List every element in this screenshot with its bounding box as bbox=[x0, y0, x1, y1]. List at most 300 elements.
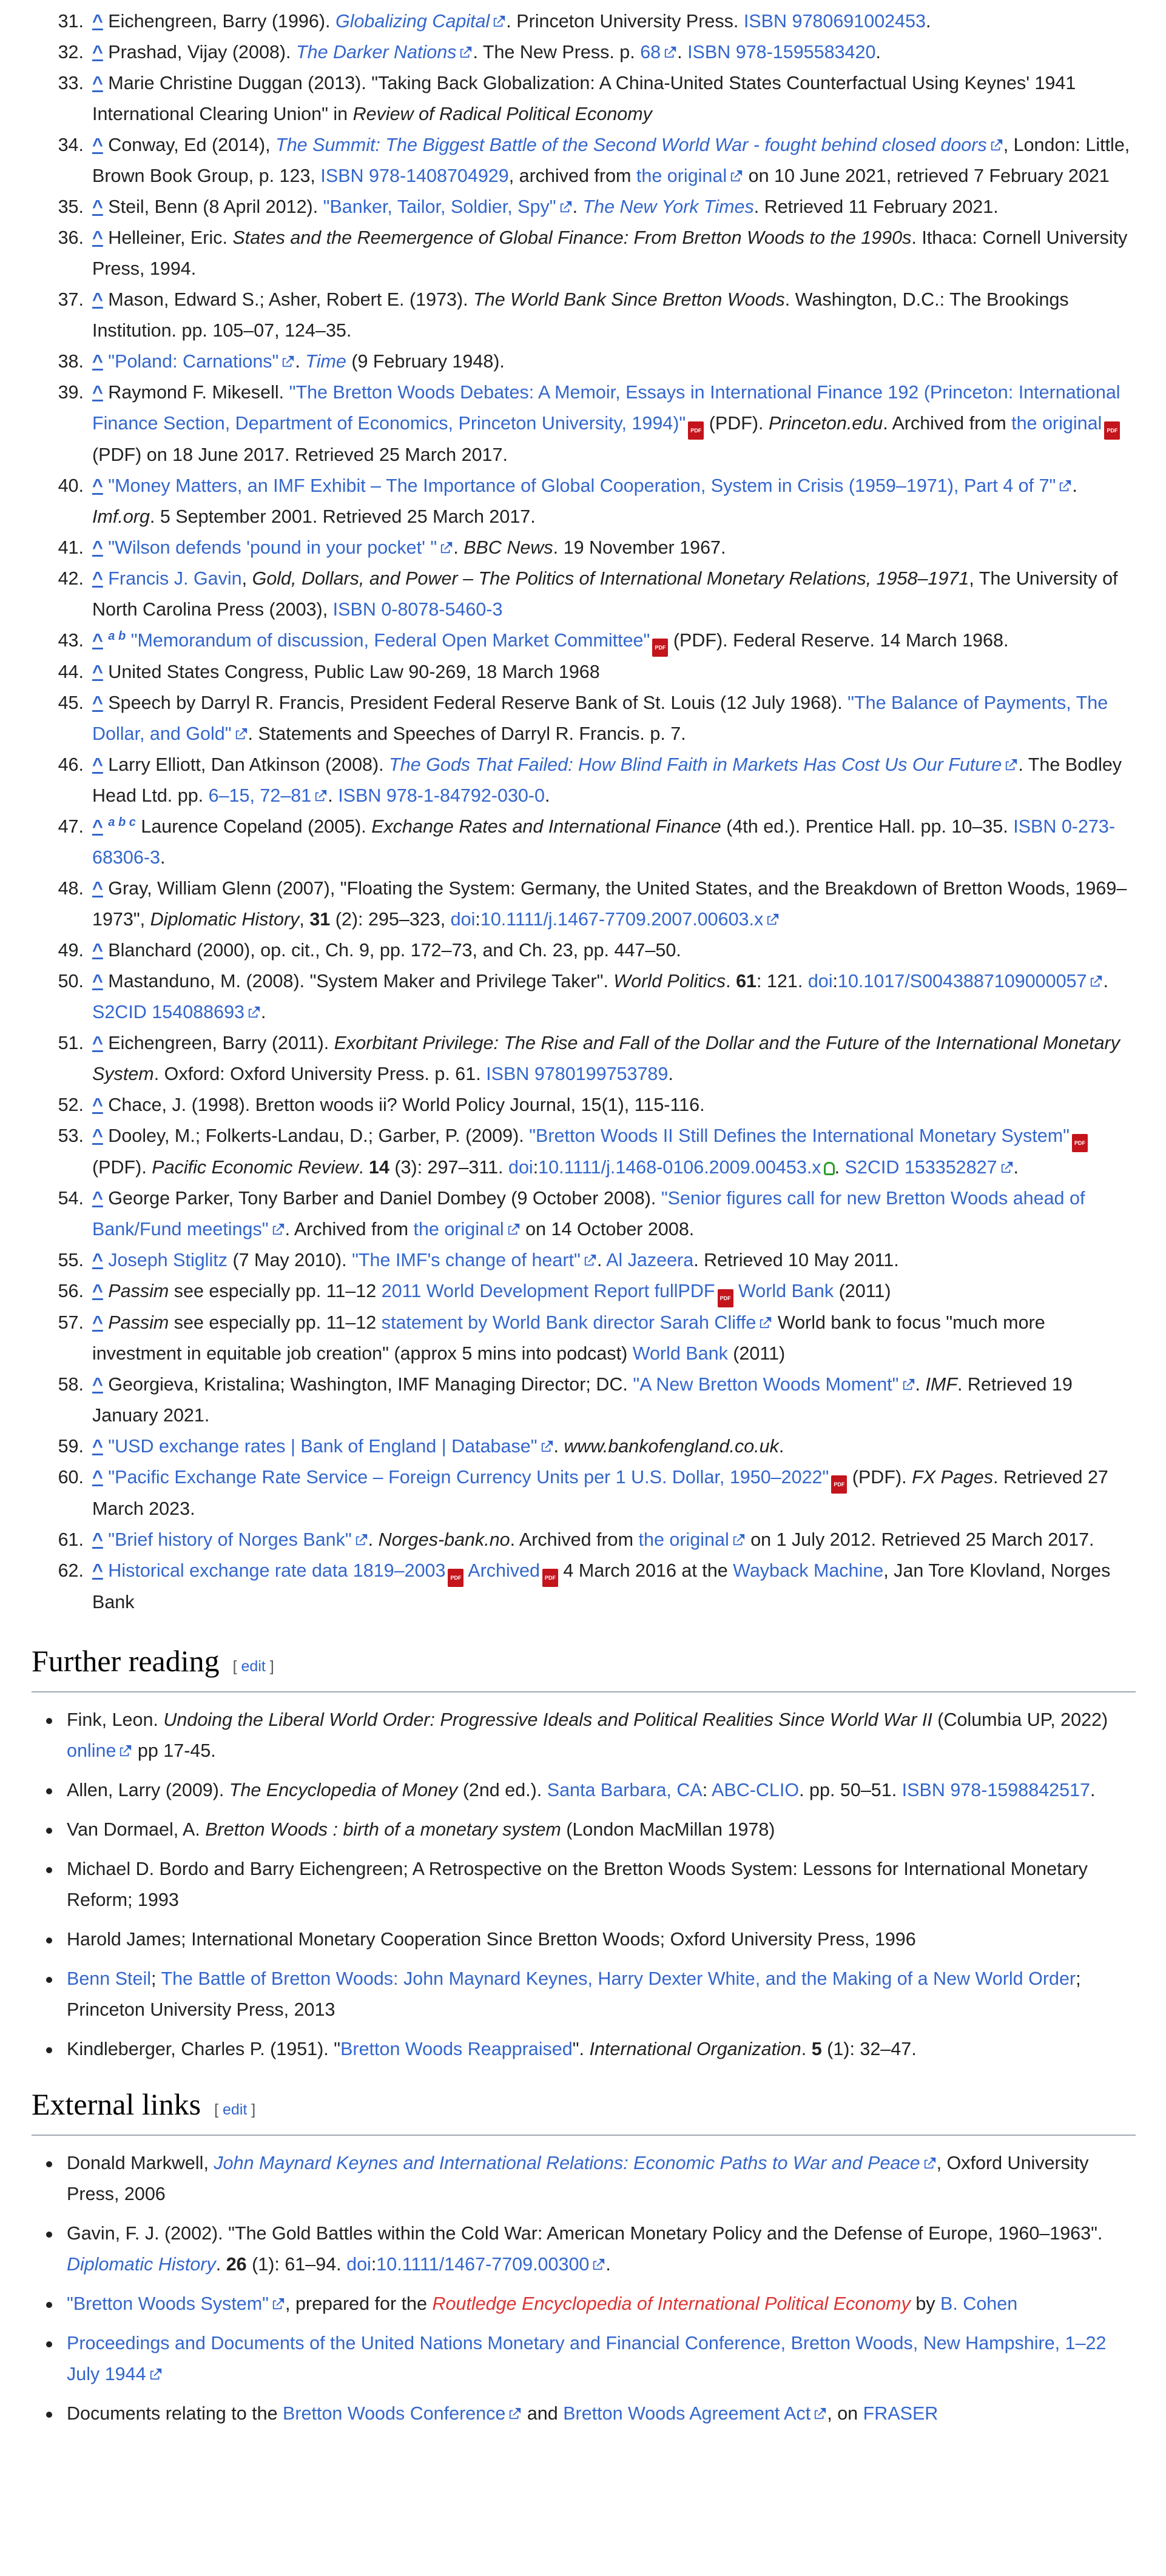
citation-text: . bbox=[368, 1529, 379, 1550]
reference-link[interactable]: ABC-CLIO bbox=[712, 1780, 800, 1800]
backlink-caret[interactable]: ^ bbox=[92, 662, 103, 682]
reference-link[interactable]: Time bbox=[305, 351, 346, 372]
backlink-caret[interactable]: ^ bbox=[92, 568, 103, 589]
citation-text: . bbox=[915, 1374, 926, 1395]
reference-link[interactable]: Al Jazeera bbox=[606, 1250, 694, 1270]
citation-text: Michael D. Bordo and Barry Eichengreen; A Retrospective on the Bretton Woods System: Lessons for International Monetary Reform; 1993 bbox=[67, 1859, 1088, 1910]
citation-text: Conway, Ed (2014), bbox=[108, 135, 276, 155]
citation-text: The World Bank Since Bretton Woods bbox=[473, 289, 785, 310]
section-title: External links bbox=[32, 2087, 201, 2121]
backlink-caret[interactable]: ^ bbox=[92, 73, 103, 93]
reference-number: 57. bbox=[58, 1312, 84, 1333]
reference-item bbox=[32, 130, 1136, 192]
citation-text: by bbox=[910, 2293, 941, 2314]
reference-link[interactable]: "Pacific Exchange Rate Service – Foreign Currency Units per 1 U.S. Dollar, 1950–2022" bbox=[108, 1467, 829, 1488]
reference-link[interactable]: "The IMF's change of heart" bbox=[352, 1250, 597, 1270]
citation-text: Gray, William Glenn (2007), "Floating the System: Germany, the United States, and the Breakdown of Bretton Woods, 1969–1973", bbox=[92, 878, 1127, 930]
reference-item bbox=[32, 625, 1136, 657]
backlink-letters[interactable]: a b bbox=[108, 629, 126, 643]
reference-number: 46. bbox=[58, 754, 84, 775]
reference-link[interactable]: "Brief history of Norges Bank" bbox=[108, 1529, 368, 1550]
reference-link[interactable]: World Bank bbox=[632, 1343, 728, 1364]
citation-text: . Washington, D.C.: The Brookings Institution. pp. 105–07, 124–35. bbox=[92, 289, 1069, 341]
reference-link[interactable]: The New York Times bbox=[582, 196, 754, 217]
reference-link[interactable]: "A New Bretton Woods Moment" bbox=[633, 1374, 915, 1395]
reference-number: 53. bbox=[58, 1125, 84, 1146]
citation-text: Documents relating to the bbox=[67, 2403, 283, 2424]
emphasis bbox=[583, 196, 754, 217]
reference-item bbox=[32, 37, 1136, 68]
reference-item bbox=[32, 563, 1136, 625]
reference-link[interactable]: John Maynard Keynes and International Relations: Economic Paths to War and Peace bbox=[214, 2153, 936, 2173]
reference-link[interactable]: S2CID bbox=[92, 1002, 147, 1022]
citation-text: . bbox=[572, 196, 583, 217]
reference-item bbox=[32, 873, 1136, 935]
edit-link[interactable]: edit bbox=[223, 2101, 248, 2118]
reference-link[interactable]: 6–15, 72–81 bbox=[209, 785, 328, 806]
backlink-caret[interactable]: ^ bbox=[92, 971, 103, 991]
citation-text: Exchange Rates and International Finance bbox=[371, 816, 721, 837]
section-list bbox=[32, 1705, 1136, 2065]
citation-text: States and the Reemergence of Global Finance: From Bretton Woods to the 1990s bbox=[232, 227, 912, 248]
citation-text: , Oxford University Press, 2006 bbox=[67, 2153, 1089, 2204]
citation-text: (3): 297–311. bbox=[389, 1157, 508, 1178]
reference-link[interactable]: statement by World Bank director Sarah Cliffe bbox=[382, 1312, 773, 1333]
section-title: Further reading bbox=[32, 1644, 220, 1678]
citation-text: see especially pp. 11–12 bbox=[169, 1312, 382, 1333]
citation-text: (Columbia UP, 2022) bbox=[932, 1709, 1108, 1730]
citation-text: , bbox=[241, 568, 252, 589]
citation-text: . bbox=[358, 1157, 369, 1178]
citation-text: pp 17-45. bbox=[132, 1740, 216, 1761]
reference-link[interactable]: The Gods That Failed: How Blind Faith in Markets Has Cost Us Our Future bbox=[389, 754, 1018, 775]
reference-link[interactable]: World Bank bbox=[738, 1281, 834, 1301]
backlink-caret[interactable]: ^ bbox=[92, 1250, 103, 1270]
citation-text: 4 March 2016 at the bbox=[558, 1560, 733, 1581]
citation-text: The Encyclopedia of Money bbox=[229, 1780, 458, 1800]
reference-link[interactable]: Joseph Stiglitz bbox=[108, 1250, 227, 1270]
reference-number: 50. bbox=[58, 971, 84, 991]
reference-item bbox=[32, 1524, 1136, 1555]
citation-text: . bbox=[215, 2254, 226, 2275]
citation-text: Fink, Leon. bbox=[67, 1709, 164, 1730]
reference-item bbox=[32, 532, 1136, 563]
citation-text: . bbox=[726, 971, 736, 991]
citation-text: . bbox=[160, 847, 166, 868]
reference-item bbox=[32, 657, 1136, 688]
citation-text: Gold, Dollars, and Power – The Politics of International Monetary Relations, 1958–1971 bbox=[252, 568, 969, 589]
citation-text: . Princeton University Press. bbox=[506, 11, 744, 32]
reference-link[interactable]: ISBN 0-8078-5460-3 bbox=[332, 599, 503, 620]
reference-number: 44. bbox=[58, 662, 84, 682]
reference-number: 40. bbox=[58, 475, 84, 496]
citation-text: (PDF) on 18 June 2017. Retrieved 25 March 2017. bbox=[92, 444, 508, 465]
reference-link[interactable]: "The Balance of Payments, The Dollar, and Gold" bbox=[92, 693, 1108, 744]
reference-item bbox=[32, 966, 1136, 1028]
citation-text: Chace, J. (1998). Bretton woods ii? World Policy Journal, 15(1), 115-116. bbox=[108, 1095, 705, 1115]
backlink-letters[interactable]: a b c bbox=[108, 815, 136, 829]
citation-text: Harold James; International Monetary Cooperation Since Bretton Woods; Oxford University Press, 1996 bbox=[67, 1929, 916, 1950]
backlink-caret[interactable]: ^ bbox=[92, 135, 103, 155]
citation-text: . bbox=[801, 2039, 812, 2059]
backlink-caret[interactable]: ^ bbox=[92, 1312, 103, 1333]
reference-link[interactable]: doi bbox=[508, 1157, 533, 1178]
citation-text: Speech by Darryl R. Francis, President Federal Reserve Bank of St. Louis (12 July 1968). bbox=[108, 693, 848, 713]
citation-text: . bbox=[926, 11, 931, 32]
citation-text: Blanchard (2000), op. cit., Ch. 9, pp. 172–73, and Ch. 23, pp. 447–50. bbox=[108, 940, 681, 961]
citation-text: Imf.org bbox=[92, 506, 150, 527]
reference-link[interactable]: the original bbox=[636, 166, 743, 186]
emphasis bbox=[335, 11, 506, 32]
citation-text: (1): 61–94. bbox=[246, 2254, 347, 2275]
citation-text: Gavin, F. J. (2002). "The Gold Battles within the Cold War: American Monetary Policy and the Defense of Europe, 1960–1963". bbox=[67, 2223, 1103, 2244]
citation-text: International Organization bbox=[589, 2039, 801, 2059]
citation-text: Diplomatic History bbox=[150, 909, 300, 930]
reference-link[interactable]: ISBN 978-1598842517 bbox=[901, 1780, 1091, 1800]
citation-text: . bbox=[1072, 475, 1077, 496]
backlink-caret[interactable]: ^ bbox=[92, 475, 103, 496]
reference-item bbox=[32, 1276, 1136, 1307]
reference-number: 39. bbox=[58, 382, 84, 403]
citation-text: . bbox=[261, 1002, 266, 1022]
list-item bbox=[32, 2218, 1136, 2280]
reference-item bbox=[32, 1555, 1136, 1618]
citation-text: , London: Little, Brown Book Group, p. 123, bbox=[92, 135, 1130, 186]
reference-number: 58. bbox=[58, 1374, 84, 1395]
backlink-caret[interactable]: ^ bbox=[92, 1095, 103, 1115]
reference-link[interactable]: ISBN 978-1-84792-030-0 bbox=[338, 785, 545, 806]
reference-item bbox=[32, 1462, 1136, 1524]
citation-text: (2011) bbox=[727, 1343, 786, 1364]
reference-link[interactable]: doi bbox=[807, 971, 833, 991]
emphasis bbox=[214, 2153, 936, 2173]
reference-link[interactable]: 2011 World Development Report fullPDF bbox=[381, 1281, 715, 1301]
reference-link[interactable]: Bretton Woods Agreement Act bbox=[563, 2403, 827, 2424]
reference-link[interactable]: "USD exchange rates | Bank of England | Database" bbox=[108, 1436, 553, 1457]
reference-item bbox=[32, 6, 1136, 37]
reference-number: 49. bbox=[58, 940, 84, 961]
reference-number: 62. bbox=[58, 1560, 84, 1581]
reference-link[interactable]: 10.1111/1467-7709.00300 bbox=[376, 2254, 605, 2275]
backlink-caret[interactable]: ^ bbox=[92, 816, 103, 837]
citation-text: ; bbox=[151, 1968, 161, 1989]
citation-text: Donald Markwell, bbox=[67, 2153, 214, 2173]
reference-number: 34. bbox=[58, 135, 84, 155]
citation-text: . Retrieved 10 May 2011. bbox=[693, 1250, 899, 1270]
reference-item bbox=[32, 1369, 1136, 1431]
reference-link[interactable]: 153352827 bbox=[905, 1157, 1014, 1178]
citation-text: (2): 295–323, bbox=[330, 909, 451, 930]
backlink-caret[interactable]: ^ bbox=[92, 1467, 103, 1488]
reference-link[interactable]: Diplomatic History bbox=[67, 2254, 216, 2275]
backlink-caret[interactable]: ^ bbox=[92, 227, 103, 248]
reference-link[interactable]: Historical exchange rate data 1819–2003 bbox=[108, 1560, 446, 1581]
reference-link[interactable]: Francis J. Gavin bbox=[108, 568, 242, 589]
citation-text: . bbox=[605, 2254, 611, 2275]
section-edit: [ edit ] bbox=[214, 2101, 256, 2118]
reference-number: 43. bbox=[58, 630, 84, 651]
backlink-caret[interactable]: ^ bbox=[92, 630, 103, 651]
backlink-caret[interactable]: ^ bbox=[92, 1188, 103, 1209]
backlink-caret[interactable]: ^ bbox=[92, 11, 103, 32]
backlink-caret[interactable]: ^ bbox=[92, 1374, 103, 1395]
citation-text: Norges-bank.no bbox=[378, 1529, 510, 1550]
citation-text: . bbox=[1103, 971, 1108, 991]
reference-link[interactable]: "Bretton Woods II Still Defines the International Monetary System" bbox=[529, 1125, 1070, 1146]
backlink-caret[interactable]: ^ bbox=[92, 754, 103, 775]
reference-link[interactable]: ISBN 978-1595583420 bbox=[687, 42, 876, 62]
citation-text: Eichengreen, Barry (2011). bbox=[108, 1033, 334, 1053]
emphasis bbox=[432, 2293, 910, 2314]
reference-link[interactable]: Wayback Machine bbox=[733, 1560, 884, 1581]
citation-text: , Jan Tore Klovland, Norges Bank bbox=[92, 1560, 1111, 1612]
citation-text: : bbox=[371, 2254, 377, 2275]
citation-text: . Archived from bbox=[285, 1219, 414, 1239]
citation-text: . bbox=[677, 42, 688, 62]
citation-text: Marie Christine Duggan (2013). "Taking Back Globalization: A China-United States Counterfactual Using Keynes' 1941 International Clearing Union" in bbox=[92, 73, 1076, 124]
citation-text: www.bankofengland.co.uk bbox=[564, 1436, 779, 1457]
citation-text: : 121. bbox=[757, 971, 808, 991]
reference-link[interactable]: 10.1017/S0043887109000057 bbox=[838, 971, 1103, 991]
citation-text: . bbox=[596, 1250, 607, 1270]
pdf-icon: PDF bbox=[652, 639, 668, 657]
reference-link[interactable]: S2CID bbox=[844, 1157, 900, 1178]
reference-link[interactable]: FRASER bbox=[863, 2403, 939, 2424]
reference-link[interactable]: Santa Barbara, CA bbox=[547, 1780, 703, 1800]
reference-number: 59. bbox=[58, 1436, 84, 1457]
reference-number: 61. bbox=[58, 1529, 84, 1550]
citation-text: 26 bbox=[226, 2254, 247, 2275]
citation-text: . Archived from bbox=[883, 413, 1012, 434]
citation-text: (London MacMillan 1978) bbox=[561, 1819, 775, 1840]
backlink-caret[interactable]: ^ bbox=[92, 42, 103, 62]
citation-text: (1): 32–47. bbox=[821, 2039, 917, 2059]
list-item bbox=[32, 2289, 1136, 2319]
pdf-icon: PDF bbox=[448, 1569, 463, 1587]
citation-text: United States Congress, Public Law 90-269, 18 March 1968 bbox=[108, 662, 600, 682]
reference-number: 36. bbox=[58, 227, 84, 248]
citation-text: see especially pp. 11–12 bbox=[169, 1281, 382, 1301]
list-item bbox=[32, 2034, 1136, 2065]
citation-text: (PDF). bbox=[704, 413, 769, 434]
open-access-lock-icon bbox=[824, 1162, 835, 1175]
pdf-icon: PDF bbox=[1072, 1134, 1088, 1152]
reference-link[interactable]: doi bbox=[346, 2254, 371, 2275]
reference-number: 48. bbox=[58, 878, 84, 899]
list-item bbox=[32, 1964, 1136, 2025]
reference-link[interactable]: ISBN 9780691002453 bbox=[743, 11, 926, 32]
reference-number: 55. bbox=[58, 1250, 84, 1270]
pdf-icon: PDF bbox=[1104, 421, 1120, 440]
citation-text: (9 February 1948). bbox=[346, 351, 505, 372]
reference-item bbox=[32, 1307, 1136, 1369]
citation-text: (2nd ed.). bbox=[457, 1780, 547, 1800]
citation-text bbox=[733, 1281, 738, 1301]
citation-text: : bbox=[832, 971, 838, 991]
reference-item bbox=[32, 192, 1136, 223]
citation-text: FX Pages bbox=[912, 1467, 994, 1488]
backlink-caret[interactable]: ^ bbox=[92, 196, 103, 217]
backlink-caret[interactable]: ^ bbox=[92, 1033, 103, 1053]
citation-text: (PDF). bbox=[847, 1467, 912, 1488]
citation-text: Steil, Benn (8 April 2012). bbox=[108, 196, 323, 217]
backlink-caret[interactable]: ^ bbox=[92, 1125, 103, 1146]
citation-text bbox=[899, 1157, 904, 1178]
reference-link[interactable]: doi bbox=[450, 909, 476, 930]
citation-text: George Parker, Tony Barber and Daniel Dombey (9 October 2008). bbox=[108, 1188, 661, 1209]
emphasis bbox=[275, 135, 1003, 155]
reference-number: 52. bbox=[58, 1095, 84, 1115]
edit-link[interactable]: edit bbox=[241, 1658, 266, 1675]
reference-number: 51. bbox=[58, 1033, 84, 1053]
reference-link[interactable]: 10.1111/j.1468-0106.2009.00453.x bbox=[538, 1157, 821, 1178]
reference-link[interactable]: Bretton Woods Conference bbox=[283, 2403, 522, 2424]
list-item bbox=[32, 2398, 1136, 2429]
citation-text: . The New Press. p. bbox=[473, 42, 641, 62]
reference-item bbox=[32, 471, 1136, 532]
reference-link[interactable]: "Banker, Tailor, Soldier, Spy" bbox=[323, 196, 573, 217]
backlink-caret[interactable]: ^ bbox=[92, 878, 103, 899]
reference-link[interactable]: ISBN 978-1408704929 bbox=[320, 166, 509, 186]
backlink-caret[interactable]: ^ bbox=[92, 537, 103, 558]
backlink-caret[interactable]: ^ bbox=[92, 940, 103, 961]
list-item bbox=[32, 1775, 1136, 1806]
citation-text: Georgieva, Kristalina; Washington, IMF Managing Director; DC. bbox=[108, 1374, 633, 1395]
reference-link[interactable]: ISBN 9780199753789 bbox=[486, 1064, 669, 1084]
backlink-caret[interactable]: ^ bbox=[92, 1281, 103, 1301]
backlink-caret[interactable]: ^ bbox=[92, 693, 103, 713]
list-item bbox=[32, 1705, 1136, 1766]
citation-text: 61 bbox=[736, 971, 757, 991]
section-heading bbox=[32, 2083, 1136, 2136]
reference-link[interactable]: The Darker Nations bbox=[296, 42, 473, 62]
citation-text: : bbox=[475, 909, 480, 930]
reference-link[interactable]: "Senior figures call for new Bretton Woods ahead of Bank/Fund meetings" bbox=[92, 1188, 1085, 1239]
citation-text: Larry Elliott, Dan Atkinson (2008). bbox=[108, 754, 389, 775]
citation-text: ; Princeton University Press, 2013 bbox=[67, 1968, 1081, 2020]
reference-link[interactable]: "The Bretton Woods Debates: A Memoir, Essays in International Finance 192 (Princeton: International Finance Section, Department of Economics, Princeton University, 1994)" bbox=[92, 382, 1121, 434]
citation-text: 14 bbox=[368, 1157, 389, 1178]
citation-text: Prashad, Vijay (2008). bbox=[108, 42, 296, 62]
reference-link[interactable]: B. Cohen bbox=[940, 2293, 1018, 2314]
backlink-caret[interactable]: ^ bbox=[92, 1529, 103, 1550]
reference-item bbox=[32, 284, 1136, 346]
citation-text: . 5 September 2001. Retrieved 25 March 2017. bbox=[149, 506, 536, 527]
citation-text: . 19 November 1967. bbox=[553, 537, 726, 558]
citation-text: Mastanduno, M. (2008). "System Maker and Privilege Taker". bbox=[108, 971, 614, 991]
citation-text: . Statements and Speeches of Darryl R. Francis. p. 7. bbox=[248, 723, 686, 744]
reference-link[interactable]: Globalizing Capital bbox=[335, 11, 506, 32]
reference-link[interactable]: "Poland: Carnations" bbox=[108, 351, 295, 372]
reference-link[interactable]: Benn Steil bbox=[67, 1968, 152, 1989]
reference-number: 45. bbox=[58, 693, 84, 713]
backlink-caret[interactable]: ^ bbox=[92, 1436, 103, 1457]
list-item bbox=[32, 2328, 1136, 2390]
citation-text: World bank to focus "much more investment in equitable job creation" (approx 5 mins into podcast) bbox=[92, 1312, 1045, 1364]
citation-text: . The Bodley Head Ltd. pp. bbox=[92, 754, 1122, 806]
citation-text: (4th ed.). Prentice Hall. pp. 10–35. bbox=[721, 816, 1014, 837]
backlink-caret[interactable]: ^ bbox=[92, 289, 103, 310]
citation-text: . bbox=[875, 42, 881, 62]
reference-link[interactable]: the original bbox=[1011, 413, 1102, 434]
citation-text: . bbox=[295, 351, 306, 372]
reference-link[interactable]: The Summit: The Biggest Battle of the Second World War - fought behind closed doors bbox=[275, 135, 1003, 155]
citation-text: (PDF). Federal Reserve. 14 March 1968. bbox=[668, 630, 1009, 651]
citation-text: Undoing the Liberal World Order: Progressive Ideals and Political Realities Since World War II bbox=[163, 1709, 932, 1730]
reference-link[interactable]: ISBN 0-273-68306-3 bbox=[92, 816, 1116, 868]
citation-text: Van Dormael, A. bbox=[67, 1819, 206, 1840]
citation-text: , archived from bbox=[508, 166, 636, 186]
citation-text: Laurence Copeland (2005). bbox=[141, 816, 372, 837]
pdf-icon: PDF bbox=[688, 421, 704, 440]
reference-number: 33. bbox=[58, 73, 84, 93]
reference-link[interactable]: "Memorandum of discussion, Federal Open Market Committee" bbox=[130, 630, 650, 651]
citation-text: . bbox=[834, 1157, 845, 1178]
section-list bbox=[32, 2148, 1136, 2429]
backlink-caret[interactable]: ^ bbox=[92, 351, 103, 372]
reference-link[interactable]: the original bbox=[413, 1219, 520, 1239]
citation-text: Review of Radical Political Economy bbox=[352, 104, 652, 124]
list-item bbox=[32, 1814, 1136, 1845]
citation-text: , prepared for the bbox=[285, 2293, 433, 2314]
reference-link[interactable]: the original bbox=[639, 1529, 746, 1550]
reference-link[interactable]: 10.1111/j.1467-7709.2007.00603.x bbox=[480, 909, 780, 930]
reference-link[interactable]: Archived bbox=[468, 1560, 540, 1581]
citation-text: . bbox=[553, 1436, 564, 1457]
reference-link[interactable]: Bretton Woods Reappraised bbox=[340, 2039, 573, 2059]
citation-text: Helleiner, Eric. bbox=[108, 227, 233, 248]
reference-link[interactable]: 68 bbox=[640, 42, 677, 62]
citation-text: IMF bbox=[925, 1374, 957, 1395]
citation-text: (2011) bbox=[834, 1281, 891, 1301]
citation-text: . bbox=[545, 785, 550, 806]
emphasis bbox=[305, 351, 346, 372]
pdf-icon: PDF bbox=[542, 1569, 558, 1587]
emphasis bbox=[296, 42, 473, 62]
citation-text: BBC News bbox=[463, 537, 553, 558]
citation-text: . bbox=[328, 785, 339, 806]
citation-text: on 10 June 2021, retrieved 7 February 2021 bbox=[743, 166, 1110, 186]
reference-number: 60. bbox=[58, 1467, 84, 1488]
citation-text: . bbox=[668, 1064, 673, 1084]
reference-item bbox=[32, 811, 1136, 873]
missing-article-link[interactable]: Routledge Encyclopedia of International Political Economy bbox=[432, 2293, 911, 2314]
citation-text: ". bbox=[572, 2039, 590, 2059]
emphasis bbox=[67, 2254, 216, 2275]
backlink-caret[interactable]: ^ bbox=[92, 1560, 103, 1581]
citation-text: . bbox=[778, 1436, 784, 1457]
reference-link[interactable]: "Wilson defends 'pound in your pocket' " bbox=[108, 537, 453, 558]
citation-text: , bbox=[299, 909, 310, 930]
citation-text: : bbox=[533, 1157, 539, 1178]
reference-link[interactable]: "Bretton Woods System" bbox=[67, 2293, 285, 2314]
reference-link[interactable]: "Money Matters, an IMF Exhibit – The Importance of Global Cooperation, System in Crisis (1959–1971), Part 4 of 7" bbox=[108, 475, 1072, 496]
citation-text: Allen, Larry (2009). bbox=[67, 1780, 229, 1800]
reference-link[interactable]: 154088693 bbox=[152, 1002, 261, 1022]
citation-text: Eichengreen, Barry (1996). bbox=[108, 11, 335, 32]
citation-text: on 1 July 2012. Retrieved 25 March 2017. bbox=[745, 1529, 1094, 1550]
reference-item bbox=[32, 750, 1136, 811]
citation-text: and bbox=[522, 2403, 564, 2424]
reference-number: 41. bbox=[58, 537, 84, 558]
reference-link[interactable]: Proceedings and Documents of the United Nations Monetary and Financial Conference, Bretton Woods, New Hampshire, 1–22 July 1944 bbox=[67, 2333, 1107, 2384]
citation-text: , on bbox=[827, 2403, 863, 2424]
citation-text: : bbox=[702, 1780, 712, 1800]
reference-item bbox=[32, 377, 1136, 471]
backlink-caret[interactable]: ^ bbox=[92, 382, 103, 403]
reference-link[interactable]: online bbox=[67, 1740, 132, 1761]
reference-link[interactable]: The Battle of Bretton Woods: John Maynard Keynes, Harry Dexter White, and the Making of a New World Order bbox=[161, 1968, 1076, 1989]
